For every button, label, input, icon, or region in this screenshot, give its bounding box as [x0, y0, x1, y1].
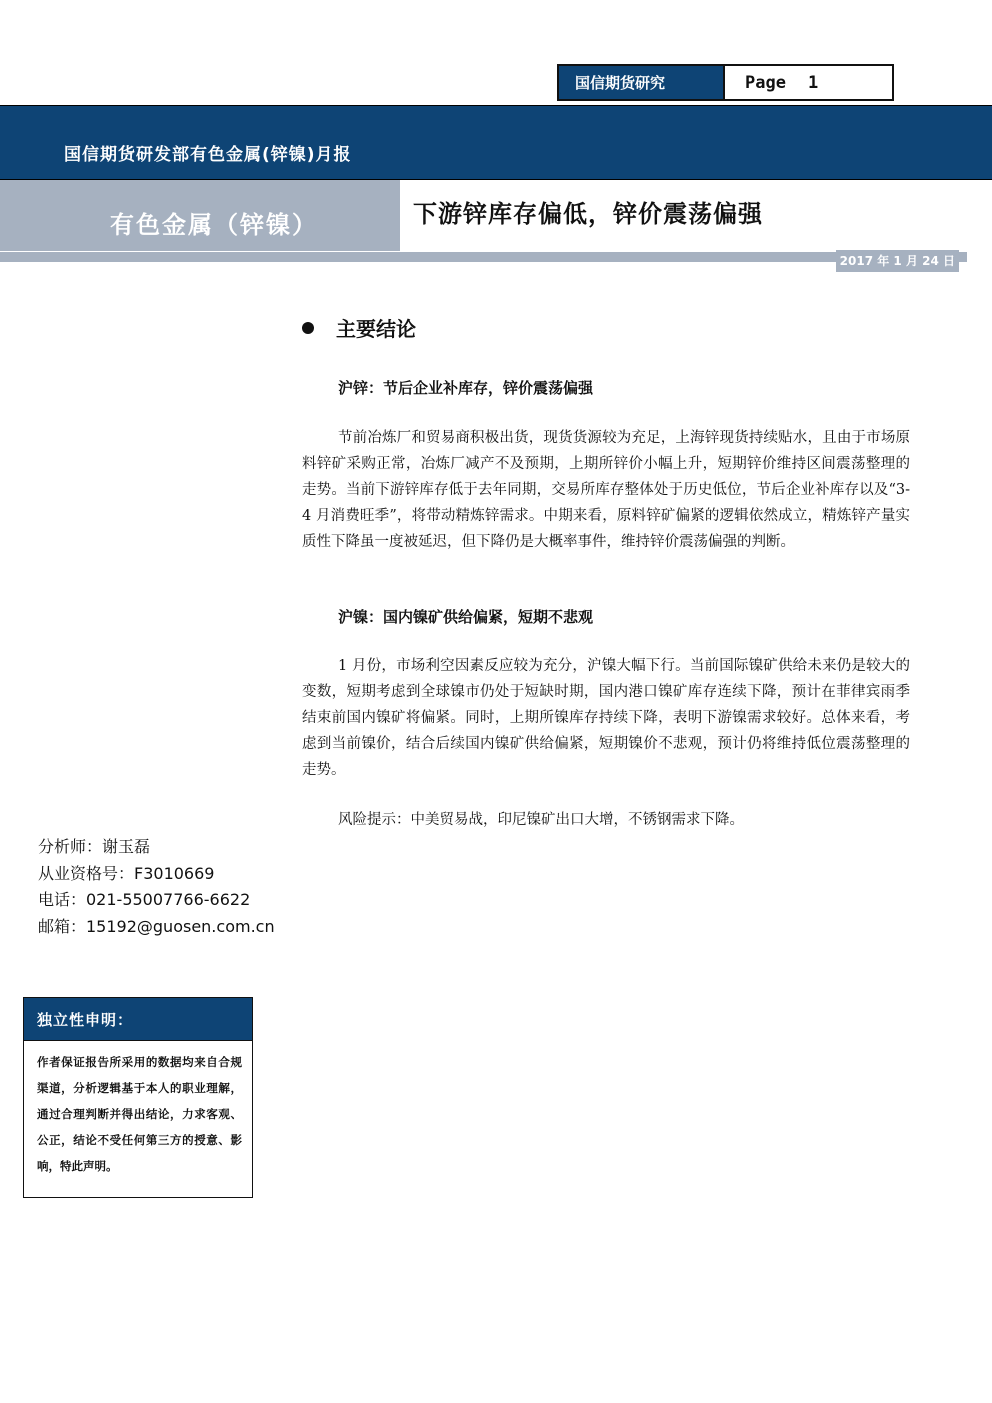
header-band: [0, 105, 992, 180]
page-title: 下游锌库存偏低，锌价震荡偏强: [413, 199, 763, 228]
zinc-heading: 沪锌：节后企业补库存，锌价震荡偏强: [338, 379, 594, 397]
analyst-email: 邮箱：15192@guosen.com.cn: [38, 916, 275, 936]
report-title: 国信期货研发部有色金属(锌镍)月报: [64, 145, 352, 165]
nickel-paragraph: 1 月份，市场利空因素反应较为充分，沪镍大幅下行。当前国际镍矿供给未来仍是较大的变数，短期考虑到全球镍市仍处于短缺时期，国内港口镍矿库存连续下降，预计在菲律宾雨季结束前国内镍矿将偏紧。同时，上期所镍库存持续下降，表明下游镍需求较好。总体来看，考虑到当前镍价，结合后续国内镍矿供给偏紧，短期镍价不悲观，预计仍将维持低位震荡整理的走势。: [302, 658, 910, 778]
risk-note: 风险提示：中美贸易战，印尼镍矿出口大增，不锈钢需求下降。: [338, 812, 744, 828]
disclaimer-body: 作者保证报告所采用的数据均来自合规渠道，分析逻辑基于本人的职业理解，通过合理判断并得出结论，力求客观、公正，结论不受任何第三方的授意、影响，特此声明。: [37, 1055, 242, 1173]
category-box: [0, 180, 400, 252]
page-label: Page: [745, 72, 786, 93]
analyst-info: [38, 834, 275, 940]
page-tab: [557, 64, 894, 101]
analyst-license: 从业资格号：F3010669: [38, 863, 215, 883]
nickel-heading: 沪镍：国内镍矿供给偏紧，短期不悲观: [338, 608, 594, 626]
analyst-name: 分析师：谢玉磊: [38, 837, 151, 856]
section-heading-label: 主要结论: [336, 317, 416, 341]
disclaimer-box: [23, 997, 253, 1198]
section-heading: [302, 313, 416, 342]
analyst-phone: 电话：021-55007766-6622: [38, 890, 251, 909]
date-bar: [0, 252, 967, 268]
page-indicator: [725, 66, 892, 99]
disclaimer-title: 独立性申明：: [24, 998, 252, 1041]
report-date: 2017 年 1 月 24 日: [836, 250, 959, 272]
org-label: 国信期货研究: [559, 66, 725, 99]
page-number: 1: [807, 72, 819, 93]
category-label: 有色金属（锌镍）: [110, 210, 318, 239]
bullet-icon: [302, 322, 314, 334]
zinc-paragraph: 节前冶炼厂和贸易商积极出货，现货货源较为充足，上海锌现货持续贴水，且由于市场原料锌矿采购正常，冶炼厂减产不及预期，上期所锌价小幅上升，短期锌价维持区间震荡整理的走势。当前下游锌库存低于去年同期，交易所库存整体处于历史低位，节后企业补库存以及“3-4 月消费旺季”，将带动精炼锌需求。中期来看，原料锌矿偏紧的逻辑依然成立，精炼锌产量实质性下降虽一度被延迟，但下降仍是大概率事件，维持锌价震荡偏强的判断。: [302, 430, 910, 550]
